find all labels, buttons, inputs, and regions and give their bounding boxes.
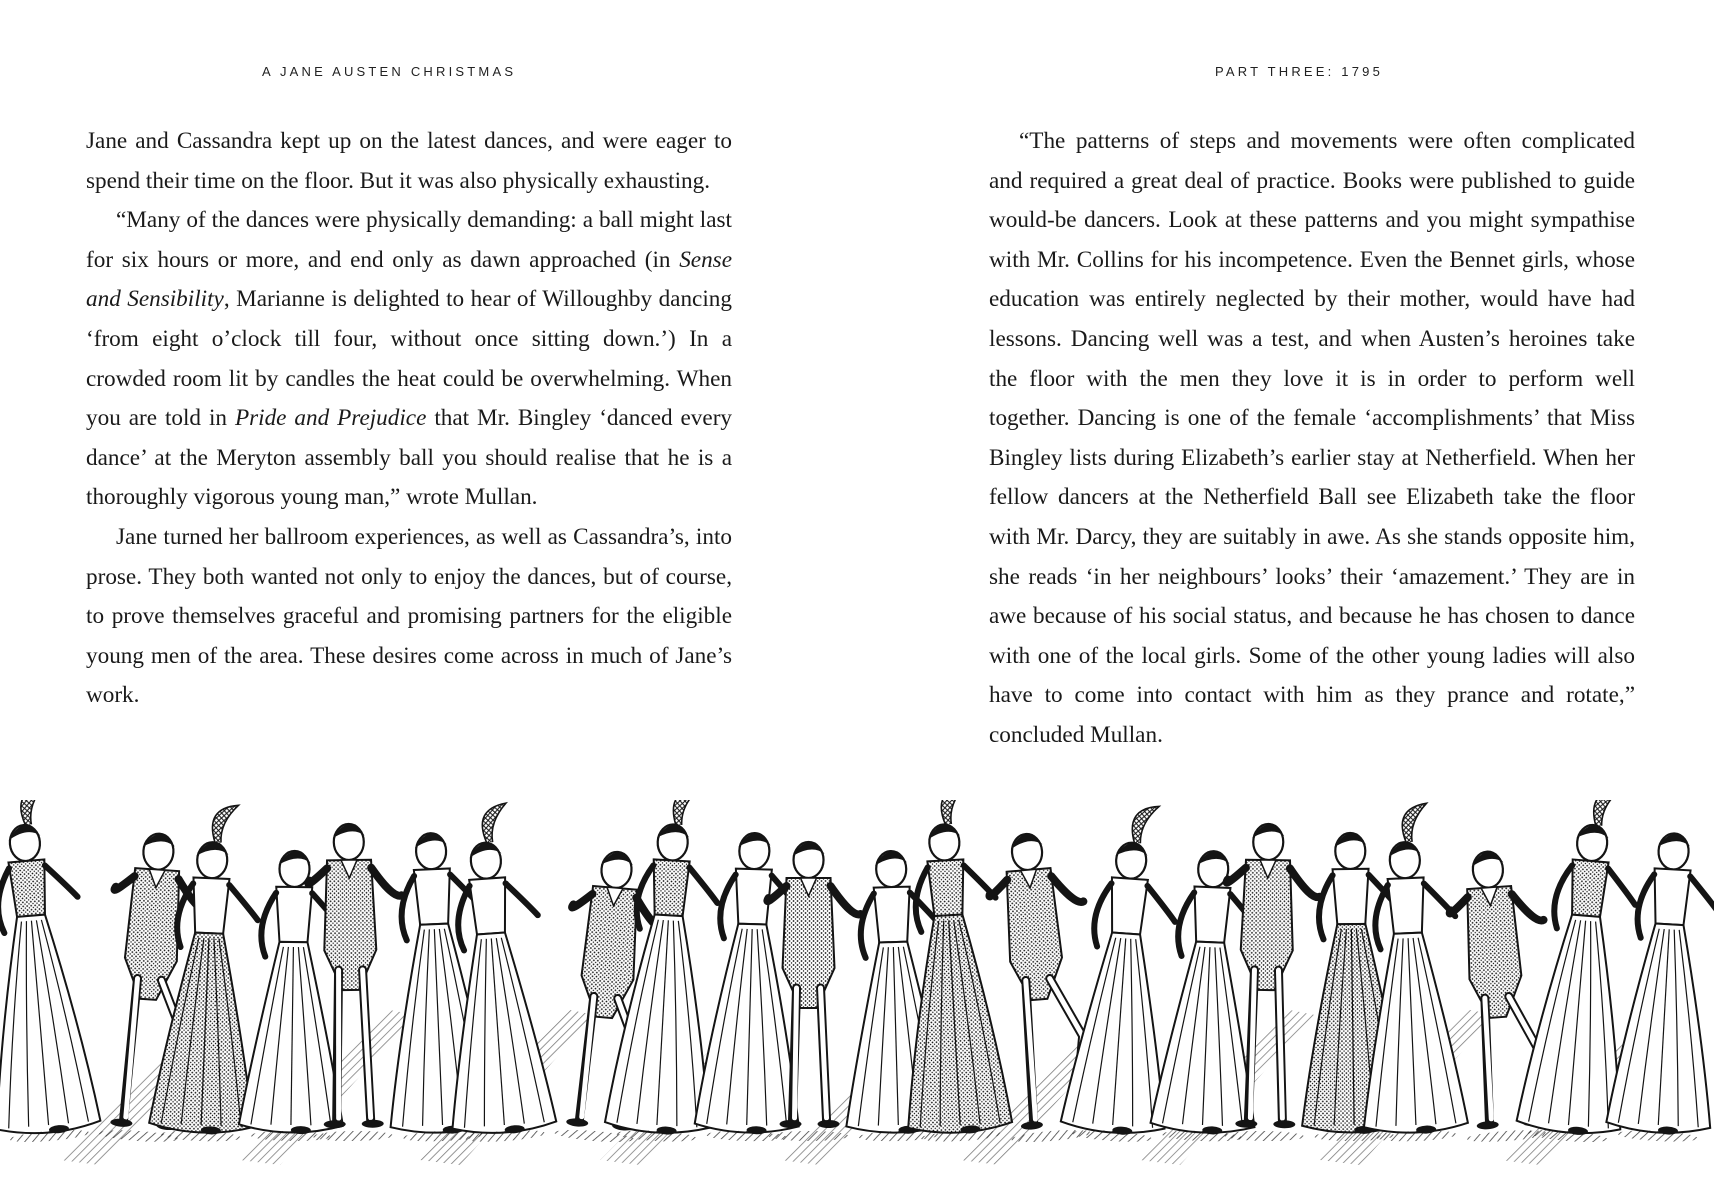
arm bbox=[400, 876, 417, 941]
dancer-lady bbox=[0, 800, 102, 1145]
left-paragraph-3: Jane turned her ballroom experiences, as well as Cassandra’s, into prose. They both wanted not only to enjoy the dances, but of course, to prove themselves graceful and promising partners for the eligible young men of the area. These desires come across in much of Jane’s work. bbox=[86, 523, 732, 709]
bodice bbox=[874, 887, 912, 943]
dancers-engraving bbox=[0, 800, 1714, 1200]
arm bbox=[1051, 874, 1083, 905]
bodice bbox=[927, 859, 966, 916]
tailcoat bbox=[323, 860, 377, 991]
arm bbox=[860, 894, 876, 958]
feather-plume bbox=[673, 800, 700, 826]
dancer-figures bbox=[0, 800, 1714, 1145]
stocking bbox=[337, 970, 341, 1118]
arm bbox=[572, 892, 592, 909]
left-paragraph-2 bbox=[86, 201, 732, 518]
arm bbox=[45, 863, 78, 899]
arm bbox=[1688, 876, 1714, 912]
dancer-shadow bbox=[313, 1130, 393, 1141]
shoe bbox=[780, 1120, 802, 1128]
gown-skirt bbox=[0, 911, 101, 1136]
bodice bbox=[651, 859, 690, 916]
left-paragraph-2-part-a: “Many of the dances were physically demanding: a ball might last for six hours or more, and end only as dawn approached (in bbox=[86, 207, 732, 273]
arm bbox=[831, 886, 861, 914]
right-text-block bbox=[989, 122, 1635, 756]
bodice bbox=[275, 887, 312, 942]
feather-plume bbox=[1593, 800, 1621, 827]
right-paragraph-1: “The patterns of steps and movements were often complicated and required a great deal of practice. Books were published to guide would-be dancers. Look at these patterns and you might sympathise with Mr. Collins for his incompetence. Even the Bennet girls, whose education was entirely neglected by their mother, would have had lessons. Dancing well was a test, and when Austen’s heroines take the floor with the men they love it is in order to perform well together. Dancing is one of the female ‘accomplishments’ that Miss Bingley lists during Elizabeth’s earlier stay at Netherfield. When her fellow dancers at the Netherfield Ball see Elizabeth take the floor with Mr. Darcy, they are suitably in awe. As she stands opposite him, she reads ‘in her neighbours’ looks’ their ‘amazement.’ They are in awe because of his social status, and because he has chosen to dance with one of the local girls. Some of the other young ladies will also have to come into contact with him as they prance and rotate,” concluded Mullan. bbox=[989, 128, 1635, 748]
right-running-head: PART THREE: 1795 bbox=[1215, 64, 1384, 79]
feather-plume bbox=[940, 800, 967, 825]
book-title-sense-and-sensibility: Sense and Sensibility bbox=[86, 246, 732, 313]
shoe bbox=[1476, 1121, 1499, 1131]
arm bbox=[720, 874, 736, 938]
bodice bbox=[414, 868, 452, 924]
arm bbox=[1449, 897, 1469, 913]
feather-plume bbox=[212, 804, 239, 843]
shoe bbox=[362, 1120, 384, 1128]
arm bbox=[1512, 892, 1544, 922]
stocking bbox=[795, 988, 797, 1118]
arm bbox=[228, 885, 259, 920]
bodice bbox=[1388, 877, 1426, 933]
feather-plume bbox=[19, 800, 47, 825]
left-paragraph-1: Jane and Cassandra kept up on the latest dances, and were eager to spend their time on the floor. But it was also physically exhausting. bbox=[86, 128, 732, 194]
bodice bbox=[1192, 886, 1230, 942]
arm bbox=[1093, 882, 1112, 947]
arm bbox=[1226, 867, 1245, 882]
book-title-pride-and-prejudice: Pride and Prejudice bbox=[234, 405, 427, 432]
bodice bbox=[469, 877, 509, 934]
feather-plume bbox=[481, 803, 509, 843]
arm bbox=[261, 893, 276, 957]
left-paragraph-2-part-b: , Marianne is delighted to hear of Willoughby dancing ‘from eight o’clock till four, without once sitting down.’) In a crowded room lit by candles the heat could be overwhelming. When you are told in bbox=[86, 286, 732, 432]
arm bbox=[988, 880, 1008, 897]
left-text-block bbox=[86, 122, 732, 716]
shoe bbox=[566, 1118, 589, 1128]
arm bbox=[114, 875, 134, 891]
arm bbox=[1289, 868, 1319, 897]
shoe bbox=[818, 1120, 840, 1128]
arm bbox=[1318, 875, 1333, 939]
arm bbox=[308, 868, 327, 883]
bodice bbox=[1108, 877, 1148, 934]
bodice bbox=[1652, 868, 1691, 925]
left-paragraph-2-part-c: that Mr. Bingley ‘danced every dance’ at the Meryton assembly ball you should realise that he is a thoroughly vigorous young man,” wrote Mullan. bbox=[86, 405, 733, 511]
left-running-head: A JANE AUSTEN CHRISTMAS bbox=[262, 64, 517, 79]
feather-plume bbox=[1131, 805, 1159, 845]
bodice bbox=[1333, 869, 1370, 924]
arm bbox=[1636, 874, 1654, 939]
arm bbox=[506, 881, 538, 917]
arm bbox=[1145, 886, 1177, 922]
dancers-illustration bbox=[0, 800, 1714, 1200]
bodice bbox=[1568, 859, 1608, 917]
dancer-shadow bbox=[769, 1131, 849, 1141]
dancer-lady bbox=[1605, 831, 1714, 1144]
arm bbox=[1177, 892, 1194, 957]
arm bbox=[1553, 864, 1573, 929]
shoe bbox=[1273, 1120, 1295, 1128]
tailcoat bbox=[122, 868, 183, 1001]
feather-plume bbox=[1401, 803, 1428, 842]
bodice bbox=[8, 859, 48, 917]
arm bbox=[1605, 868, 1638, 904]
arm bbox=[371, 867, 401, 896]
tailcoat bbox=[1240, 860, 1294, 991]
arm bbox=[687, 867, 719, 903]
bodice bbox=[191, 877, 229, 933]
